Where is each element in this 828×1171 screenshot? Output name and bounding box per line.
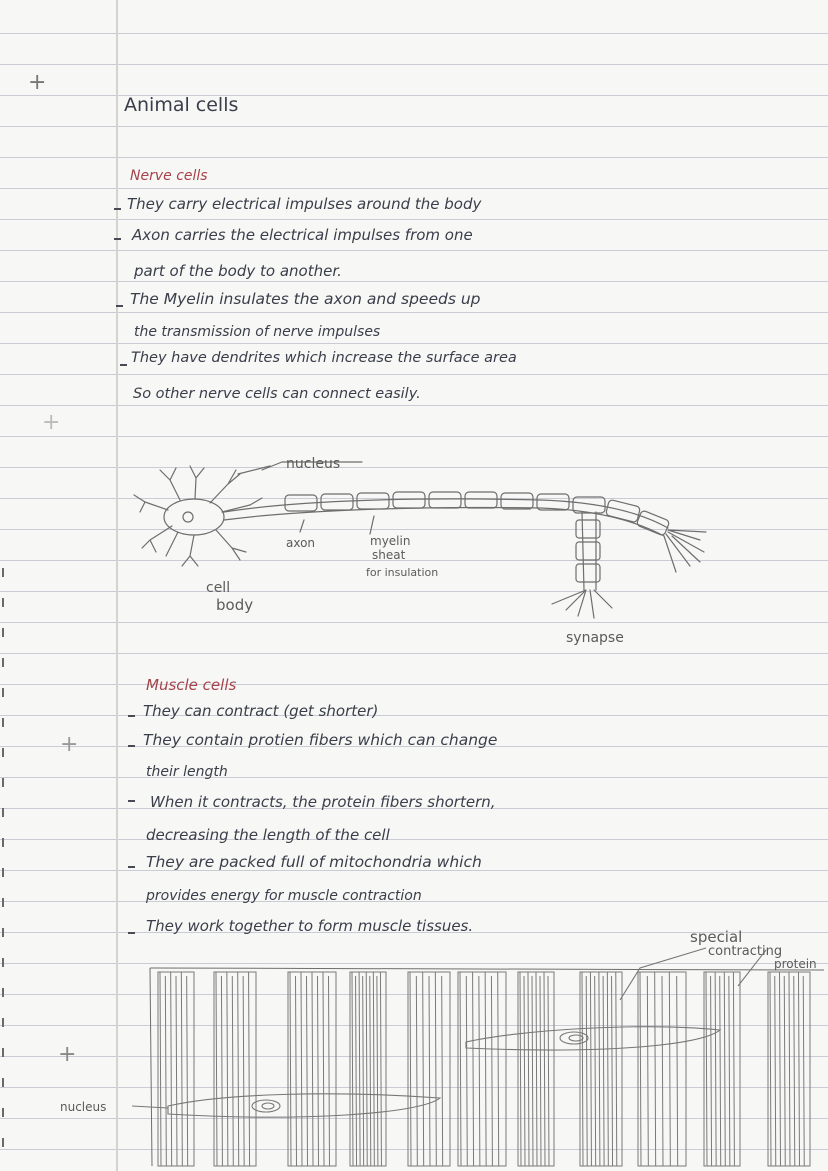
note-line: They contain protien fibers which can change	[143, 731, 498, 749]
muscle-striation	[612, 976, 613, 1166]
margin-tick	[2, 718, 4, 727]
muscle-striation	[586, 976, 587, 1166]
note-line: When it contracts, the protein fibers shortern,	[150, 793, 496, 811]
muscle-striation	[370, 976, 371, 1166]
margin-tick	[2, 688, 4, 697]
muscle-striation	[640, 972, 641, 1166]
note-line: So other nerve cells can connect easily.	[133, 386, 421, 402]
note-line: their length	[146, 764, 228, 780]
muscle-striation	[789, 972, 790, 1166]
muscle-striation	[249, 972, 250, 1166]
muscle-striation	[485, 972, 486, 1166]
bullet-dash	[114, 208, 121, 210]
diagram-label-myelin: myelin	[370, 534, 411, 548]
bullet-dash	[128, 715, 135, 717]
muscle-striation	[352, 972, 353, 1166]
bullet-dash	[114, 238, 121, 240]
muscle-striation	[416, 976, 417, 1166]
note-line: Axon carries the electrical impulses from one	[132, 226, 473, 244]
muscle-striation	[377, 976, 378, 1166]
muscle-fiber-band	[768, 972, 810, 1166]
muscle-striation	[323, 972, 324, 1166]
muscle-fiber-band	[158, 972, 194, 1166]
margin-tick	[2, 1138, 4, 1147]
margin-tick	[2, 598, 4, 607]
muscle-striation	[536, 972, 537, 1166]
margin-tick	[2, 808, 4, 817]
muscle-striation	[655, 972, 656, 1166]
muscle-striation	[359, 972, 360, 1166]
muscle-striation	[243, 976, 244, 1166]
muscle-striation	[595, 976, 596, 1166]
muscle-striation	[784, 976, 785, 1166]
note-line: decreasing the length of the cell	[146, 826, 390, 844]
muscle-striation	[780, 972, 781, 1166]
muscle-striation	[803, 976, 804, 1166]
margin-tick	[2, 898, 4, 907]
muscle-striation	[590, 972, 591, 1166]
muscle-striation	[711, 976, 712, 1166]
muscle-striation	[733, 972, 734, 1166]
muscle-striation	[423, 972, 424, 1166]
muscle-striation	[799, 972, 800, 1166]
margin-line	[116, 0, 118, 1171]
muscle-striation	[318, 976, 319, 1166]
muscle-striation	[460, 972, 461, 1166]
muscle-striation	[238, 972, 239, 1166]
margin-tick	[2, 988, 4, 997]
muscle-striation	[473, 972, 474, 1166]
muscle-striation	[363, 976, 364, 1166]
muscle-striation	[181, 972, 182, 1166]
note-line: They have dendrites which increase the surface area	[131, 350, 517, 366]
diagram-label-body: body	[216, 596, 254, 614]
diagram-label-cell: cell	[206, 580, 231, 596]
bullet-dash	[128, 745, 135, 747]
muscle-striation	[160, 972, 161, 1166]
diagram-label-protein: protein	[774, 957, 817, 971]
muscle-striation	[442, 976, 443, 1166]
diagram-label-contracting: contracting	[708, 944, 783, 959]
muscle-striation	[176, 976, 177, 1166]
margin-tick	[2, 1108, 4, 1117]
muscle-fiber-band	[518, 972, 554, 1166]
muscle-striation	[221, 976, 222, 1166]
muscle-striation	[296, 976, 297, 1166]
diagram-label-nucleus: nucleus	[286, 456, 341, 472]
muscle-striation	[599, 972, 600, 1166]
muscle-striation	[528, 972, 529, 1166]
section-heading-muscle: Muscle cells	[146, 676, 237, 694]
muscle-striation	[794, 976, 795, 1166]
margin-tick	[2, 658, 4, 667]
muscle-fiber-band	[214, 972, 256, 1166]
note-line: part of the body to another.	[134, 262, 342, 280]
diagram-label-muscle-nucleus: nucleus	[60, 1100, 107, 1114]
muscle-striation	[373, 972, 374, 1166]
muscle-striation	[366, 972, 367, 1166]
muscle-striation	[677, 976, 678, 1166]
note-line: They are packed full of mitochondria which	[146, 853, 482, 871]
muscle-striation	[616, 972, 617, 1166]
muscle-striation	[307, 976, 308, 1166]
margin-tick	[2, 568, 4, 577]
muscle-fiber-band	[288, 972, 336, 1166]
note-line: The Myelin insulates the axon and speeds up	[130, 290, 481, 308]
muscle-striation	[770, 972, 771, 1166]
margin-tick	[2, 1078, 4, 1087]
muscle-striation	[582, 972, 583, 1166]
margin-tick	[2, 838, 4, 847]
bullet-dash	[128, 800, 135, 802]
muscle-striation	[165, 976, 166, 1166]
muscle-striation	[607, 972, 608, 1166]
muscle-striation	[524, 976, 525, 1166]
margin-tick	[2, 868, 4, 877]
muscle-striation	[171, 972, 172, 1166]
margin-tick	[2, 928, 4, 937]
margin-plus-mark: +	[42, 410, 61, 435]
bullet-dash	[128, 866, 135, 868]
muscle-striation	[548, 976, 549, 1166]
page-title: Animal cells	[124, 94, 239, 116]
muscle-striation	[520, 972, 521, 1166]
diagram-label-synapse: synapse	[566, 630, 624, 646]
margin-tick	[2, 748, 4, 757]
muscle-striation	[216, 972, 217, 1166]
muscle-striation	[232, 976, 233, 1166]
muscle-striation	[290, 972, 291, 1166]
muscle-fiber-band	[638, 972, 686, 1166]
muscle-striation	[720, 976, 721, 1166]
margin-tick	[2, 778, 4, 787]
muscle-striation	[466, 976, 467, 1166]
muscle-striation	[540, 976, 541, 1166]
muscle-striation	[312, 972, 313, 1166]
margin-plus-mark: +	[28, 70, 47, 95]
margin-plus-mark: +	[58, 1042, 77, 1067]
muscle-fiber-band	[580, 972, 622, 1166]
margin-tick	[2, 1048, 4, 1057]
muscle-striation	[603, 976, 604, 1166]
muscle-striation	[435, 972, 436, 1166]
muscle-striation	[498, 972, 499, 1166]
note-line: provides energy for muscle contraction	[146, 888, 422, 904]
muscle-striation	[669, 972, 670, 1166]
muscle-striation	[187, 976, 188, 1166]
muscle-striation	[301, 972, 302, 1166]
muscle-striation	[775, 976, 776, 1166]
muscle-fiber-band	[350, 972, 386, 1166]
note-line: They can contract (get shorter)	[143, 702, 379, 720]
muscle-fiber-band	[704, 972, 740, 1166]
muscle-striation	[356, 976, 357, 1166]
diagram-label-sheat: sheat	[372, 548, 406, 562]
muscle-striation	[491, 976, 492, 1166]
muscle-striation	[706, 972, 707, 1166]
section-heading-nerve: Nerve cells	[130, 168, 208, 184]
margin-plus-mark: +	[60, 732, 79, 757]
muscle-striation	[532, 976, 533, 1166]
muscle-fiber-band	[408, 972, 450, 1166]
muscle-striation	[380, 972, 381, 1166]
note-line: the transmission of nerve impulses	[134, 324, 381, 340]
muscle-striation	[227, 972, 228, 1166]
bullet-dash	[116, 305, 123, 307]
muscle-striation	[715, 972, 716, 1166]
muscle-striation	[329, 976, 330, 1166]
diagram-label-insulation: for insulation	[366, 566, 439, 579]
diagram-label-special: special	[690, 928, 743, 946]
muscle-striation	[647, 976, 648, 1166]
muscle-striation	[544, 972, 545, 1166]
muscle-striation	[429, 976, 430, 1166]
muscle-striation	[724, 972, 725, 1166]
diagram-label-axon: axon	[286, 536, 316, 550]
bullet-dash	[120, 364, 127, 366]
note-line: They work together to form muscle tissues.	[146, 917, 474, 935]
bullet-dash	[128, 932, 135, 934]
margin-tick	[2, 628, 4, 637]
margin-tick	[2, 1018, 4, 1027]
muscle-striation	[479, 976, 480, 1166]
muscle-striation	[410, 972, 411, 1166]
muscle-striation	[662, 976, 663, 1166]
note-line: They carry electrical impulses around the body	[127, 195, 482, 213]
margin-tick	[2, 958, 4, 967]
muscle-fiber-band	[458, 972, 506, 1166]
muscle-striation	[729, 976, 730, 1166]
